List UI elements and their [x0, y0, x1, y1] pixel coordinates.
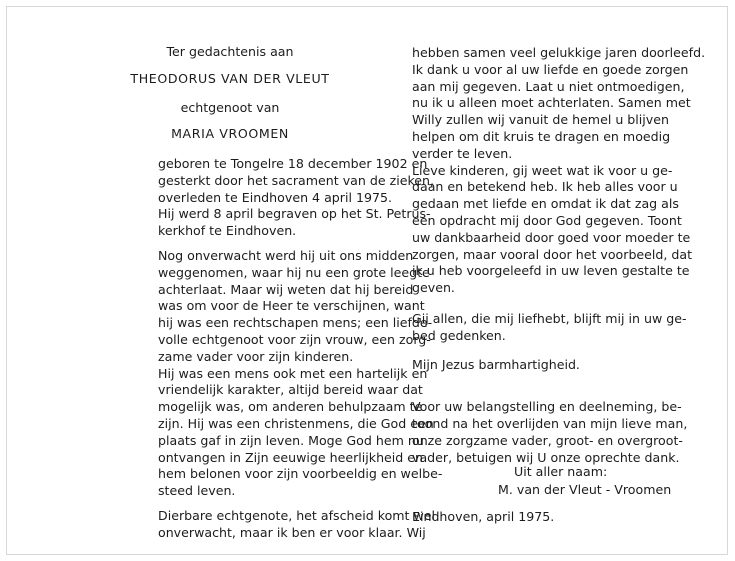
text-line: vriendelijk karakter, altijd bereid waar dat [158, 382, 423, 398]
text-line: helpen om dit kruis te dragen en moedig [412, 128, 671, 144]
text-line: volle echtgenoot voor zijn vrouw, een zorg- [158, 331, 431, 347]
text-line: Dierbare echtgenote, het afscheid komt wel [158, 507, 436, 523]
text-line: kerkhof te Eindhoven. [158, 223, 297, 239]
text-line: Willy zullen wij vanuit de hemel u blijven [412, 112, 669, 128]
text-line: steed leven. [158, 483, 236, 499]
text-line: onze zorgzame vader, groot- en overgroot- [412, 432, 683, 448]
text-line: mogelijk was, om anderen behulpzaam te [158, 399, 423, 415]
in-memory-heading: Ter gedachtenis aan [166, 44, 294, 59]
text-line: Ik dank u voor al uw liefde en goede zorgen [412, 61, 689, 77]
text-line: zorgen, maar vooral door het voorbeeld, dat [412, 246, 693, 262]
deceased-name: THEODORUS VAN DER VLEUT [130, 71, 330, 86]
text-line: hij was een rechtschapen mens; een liefde- [158, 315, 433, 331]
text-line: Mijn Jezus barmhartigheid. [412, 356, 580, 372]
spouse-name: MARIA VROOMEN [171, 126, 289, 141]
text-line: Hij werd 8 april begraven op het St. Petrus- [158, 206, 431, 222]
text-line: hebben samen veel gelukkige jaren doorleefd. [412, 45, 706, 60]
text-line: zame vader voor zijn kinderen. [158, 348, 354, 364]
prayer-paragraph [412, 357, 712, 374]
text-line: aan mij gegeven. Laat u niet ontmoedigen, [412, 78, 685, 94]
text-line: daan en betekend heb. Ik heb alles voor u [412, 179, 678, 195]
text-line: ik u heb voorgeleefd in uw leven gestalte te [412, 263, 690, 279]
text-line: was om voor de Heer te verschijnen, want [158, 298, 425, 314]
spouse-of-label: echtgenoot van [180, 100, 280, 115]
right-column [412, 45, 712, 475]
family-signature: M. van der Vleut - Vroomen [498, 482, 672, 497]
text-line: gesterkt door het sacrament van de zieken, [158, 172, 435, 188]
text-line: achterlaat. Maar wij weten dat hij bereid [158, 281, 414, 297]
birth-death-paragraph [158, 156, 435, 240]
text-line: vader, betuigen wij U onze oprechte dank. [412, 449, 680, 465]
text-line: hem belonen voor zijn voorbeeldig en welbe- [158, 466, 443, 482]
text-line: een opdracht mij door God gegeven. Toont [412, 212, 682, 228]
place-date: Eindhoven, april 1975. [412, 509, 555, 524]
text-line: verder te leven. [412, 145, 513, 161]
text-line: Hij was een mens ook met een hartelijk en [158, 365, 428, 381]
farewell-paragraph [158, 507, 436, 542]
on-behalf-label: Uit aller naam: [514, 464, 608, 479]
text-line: plaats gaf in zijn leven. Moge God hem nu [158, 432, 424, 448]
text-line: Nog onverwacht werd hij uit ons midden [158, 247, 414, 263]
text-line: bed gedenken. [412, 327, 506, 343]
text-line: gedaan met liefde en omdat ik dat zag als [412, 196, 679, 212]
text-line: zijn. Hij was een christenmens, die God een [158, 415, 434, 431]
text-line: Lieve kinderen, gij weet wat ik voor u ge- [412, 162, 673, 178]
text-line: weggenomen, waar hij nu een grote leegte [158, 264, 430, 280]
text-line: geven. [412, 280, 455, 296]
remembrance-paragraph [412, 311, 712, 345]
text-line: onverwacht, maar ik ben er voor klaar. Wij [158, 524, 426, 540]
text-line: uw dankbaarheid door goed voor moeder te [412, 229, 691, 245]
text-line: toond na het overlijden van mijn lieve man, [412, 416, 688, 432]
farewell-continued-paragraph [412, 45, 712, 297]
thanks-paragraph [412, 399, 712, 466]
text-line: overleden te Eindhoven 4 april 1975. [158, 189, 393, 205]
text-line: geboren te Tongelre 18 december 1902 en [158, 156, 428, 171]
text-line: ontvangen in Zijn eeuwige heerlijkheid en [158, 449, 424, 465]
text-line: Gij allen, die mij liefhebt, blijft mij in uw ge- [412, 310, 687, 326]
text-line: Voor uw belangstelling en deelneming, be- [412, 399, 682, 415]
text-line: nu ik u alleen moet achterlaten. Samen met [412, 95, 691, 111]
